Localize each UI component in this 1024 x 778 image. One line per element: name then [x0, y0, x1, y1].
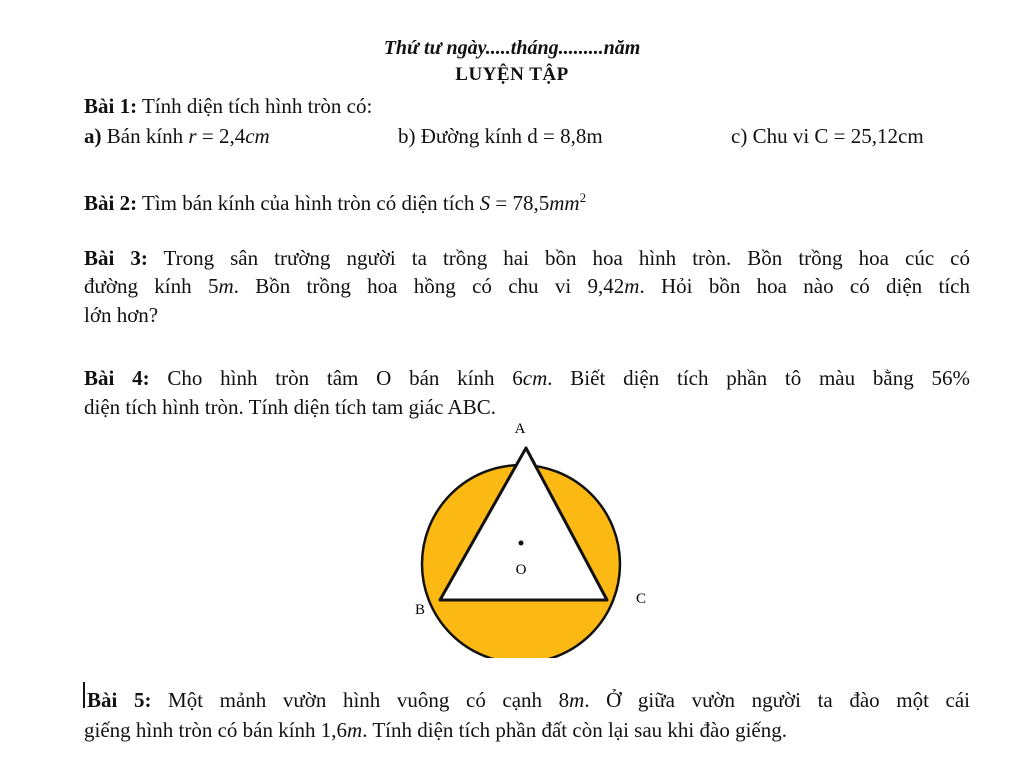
text-cursor — [83, 682, 85, 708]
exercise-2-text: Tìm bán kính của hình tròn có diện tích — [137, 191, 480, 215]
part-a-label: a) — [84, 124, 102, 148]
exercise-4-line-1 — [84, 366, 970, 390]
part-a-variable: r — [188, 124, 197, 148]
exercise-1-part-a — [84, 124, 270, 148]
exercise-1-label: Bài 1: — [84, 94, 138, 118]
center-point-o — [519, 541, 524, 546]
exercise-3-line-2 — [84, 274, 970, 298]
exercise-2-variable: S — [479, 191, 491, 215]
exercise-3-line-3: lớn hơn? — [84, 303, 159, 327]
vertex-label-b: B — [414, 602, 426, 618]
exercise-4-label: Bài 4: — [84, 366, 150, 390]
exercise-1-part-b: b) Đường kính d = 8,8m — [398, 124, 603, 148]
exercise-4-text-1a: Cho hình tròn tâm O bán kính 6 — [149, 366, 523, 390]
exercise-5-text-1a: Một mảnh vườn hình vuông có cạnh 8 — [151, 688, 570, 712]
vertex-label-c: C — [635, 591, 647, 607]
date-line: Thứ tư ngày.....tháng.........năm — [383, 37, 641, 59]
part-a-unit: cm — [245, 124, 270, 148]
part-a-value: = 2,4 — [196, 124, 246, 148]
exercise-1-part-c: c) Chu vi C = 25,12cm — [731, 124, 924, 148]
page-title: LUYỆN TẬP — [455, 64, 569, 85]
exercise-3-unit-2: m — [624, 274, 640, 298]
exercise-5-line-2 — [84, 718, 787, 742]
exercise-2-exponent: 2 — [579, 190, 587, 205]
center-label-o: O — [515, 562, 527, 578]
exercise-5-line-1 — [87, 688, 970, 712]
exercise-3-text-2a: đường kính 5 — [84, 274, 219, 298]
exercise-3-unit-1: m — [218, 274, 234, 298]
part-a-text: Bán kính — [101, 124, 189, 148]
exercise-5-text-1b: . Ở giữa vườn người ta đào một cái — [584, 688, 970, 712]
exercise-5-label: Bài 5: — [87, 688, 152, 712]
exercise-2-label: Bài 2: — [84, 191, 138, 215]
vertex-label-a: A — [514, 421, 526, 437]
exercise-3-text-1: Trong sân trường người ta trồng hai bồn hoa hình tròn. Bồn trồng hoa cúc có — [147, 246, 970, 270]
exercise-5-text-2b: . Tính diện tích phần đất còn lại sau khi đào giếng. — [362, 718, 787, 742]
exercise-4-text-1b: . Biết diện tích phần tô màu bằng 56% — [547, 366, 970, 390]
exercise-5-unit-2: m — [347, 718, 363, 742]
exercise-5-unit-1: m — [569, 688, 585, 712]
exercise-3-line-1 — [84, 246, 970, 270]
exercise-5-text-2a: giếng hình tròn có bán kính 1,6 — [84, 718, 348, 742]
exercise-3-text-2c: . Hỏi bồn hoa nào có diện tích — [639, 274, 970, 298]
exercise-4-line-2: diện tích hình tròn. Tính diện tích tam giác ABC. — [84, 395, 496, 419]
exercise-1-prompt — [84, 94, 372, 118]
exercise-4-unit: cm — [522, 366, 548, 390]
circle-triangle-figure — [400, 418, 660, 658]
exercise-3-text-2b: . Bồn trồng hoa hồng có chu vi 9,42 — [233, 274, 625, 298]
exercise-2-unit: mm — [549, 191, 580, 215]
exercise-2-value: = 78,5 — [490, 191, 550, 215]
exercise-2-prompt — [84, 186, 586, 215]
exercise-3-label: Bài 3: — [84, 246, 148, 270]
exercise-1-text: Tính diện tích hình tròn có: — [137, 94, 373, 118]
